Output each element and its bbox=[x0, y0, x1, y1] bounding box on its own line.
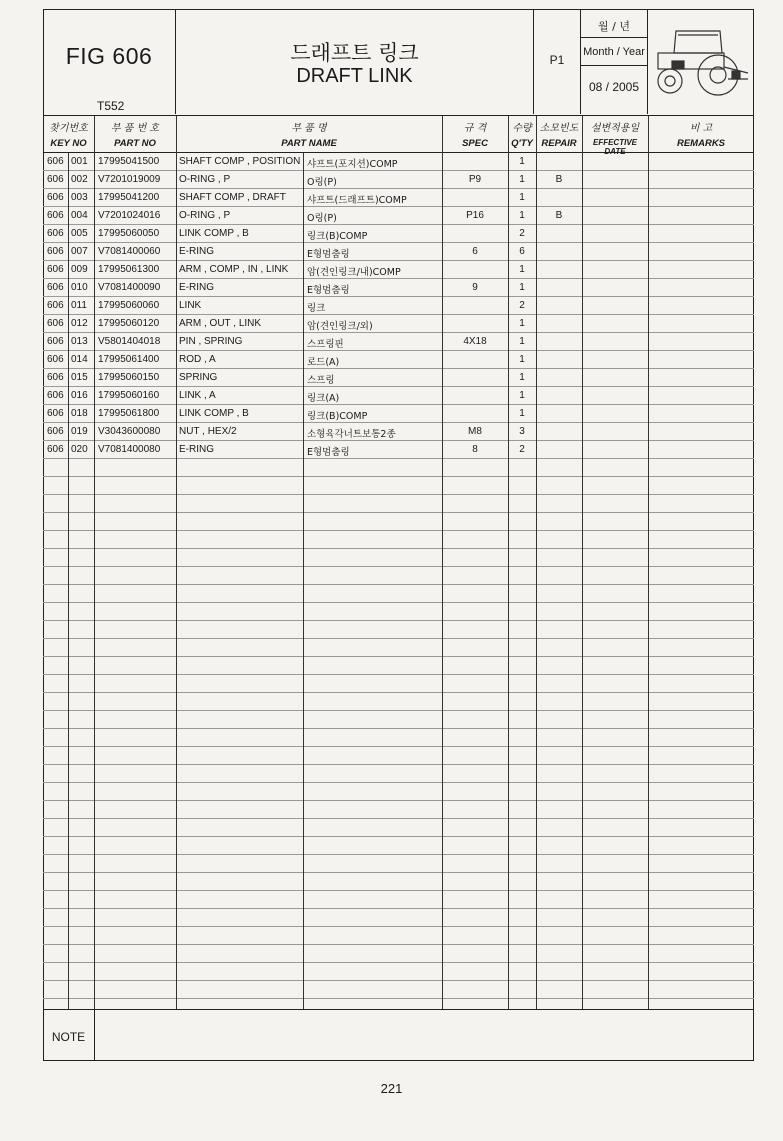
part-name-cell: ARM , OUT , LINK bbox=[179, 318, 262, 329]
part-name-cell: SHAFT COMP , DRAFT bbox=[179, 192, 286, 203]
key-number-cell: 001 bbox=[71, 156, 88, 167]
part-number-cell: V3043600080 bbox=[98, 426, 161, 437]
part-name-korean-cell: O링(P) bbox=[307, 213, 337, 224]
part-name-cell: LINK , A bbox=[179, 390, 216, 401]
key-number-cell: 009 bbox=[71, 264, 88, 275]
part-name-korean-cell: E형멈춤링 bbox=[307, 285, 350, 296]
part-name-cell: LINK bbox=[179, 300, 202, 311]
fig-number-cell: 606 bbox=[47, 210, 64, 221]
part-name-cell: E-RING bbox=[179, 246, 214, 257]
part-name-cell: E-RING bbox=[179, 282, 214, 293]
fig-number-cell: 606 bbox=[47, 336, 64, 347]
part-name-korean-cell: E형멈춤링 bbox=[307, 249, 350, 260]
quantity-cell: 1 bbox=[519, 282, 525, 293]
quantity-cell: 1 bbox=[519, 210, 525, 221]
key-number-cell: 014 bbox=[71, 354, 88, 365]
key-number-cell: 007 bbox=[71, 246, 88, 257]
fig-number-cell: 606 bbox=[47, 228, 64, 239]
key-number-cell: 016 bbox=[71, 390, 88, 401]
fig-number-cell: 606 bbox=[47, 426, 64, 437]
fig-number-cell: 606 bbox=[47, 246, 64, 257]
part-name-cell: SHAFT COMP , POSITION bbox=[179, 156, 301, 167]
col-spec-header: 규 격 SPEC bbox=[462, 123, 488, 149]
part-number-cell: V7081400080 bbox=[98, 444, 161, 455]
note-label: NOTE bbox=[51, 1030, 86, 1044]
tractor-icon bbox=[648, 9, 754, 114]
fig-number-cell: 606 bbox=[47, 372, 64, 383]
title-korean: 드래프트 링크 bbox=[290, 41, 419, 65]
column-divider bbox=[582, 116, 583, 1009]
part-number-cell: 17995061300 bbox=[98, 264, 160, 275]
page-number: 221 bbox=[380, 1081, 403, 1096]
part-number-cell: 17995041200 bbox=[98, 192, 160, 203]
spec-cell: 9 bbox=[472, 282, 478, 293]
fig-number-cell: 606 bbox=[47, 264, 64, 275]
part-name-cell: LINK COMP , B bbox=[179, 408, 249, 419]
key-number-cell: 010 bbox=[71, 282, 88, 293]
page-label: P1 bbox=[549, 53, 565, 67]
column-divider bbox=[442, 116, 443, 1009]
key-number-cell: 015 bbox=[71, 372, 88, 383]
part-name-korean-cell: 링크(B)COMP bbox=[307, 411, 368, 422]
part-number-cell: V7201024016 bbox=[98, 210, 161, 221]
part-name-cell: PIN , SPRING bbox=[179, 336, 243, 347]
part-name-korean-cell: 링크(A) bbox=[307, 393, 340, 404]
col-key-header: 찾기번호 KEY NO bbox=[49, 123, 88, 149]
key-number-cell: 019 bbox=[71, 426, 88, 437]
quantity-cell: 6 bbox=[519, 246, 525, 257]
date-value: 08 / 2005 bbox=[588, 80, 640, 94]
column-divider bbox=[68, 153, 69, 1009]
date-label-english: Month / Year bbox=[583, 46, 645, 58]
quantity-cell: 1 bbox=[519, 408, 525, 419]
part-name-korean-cell: 샤프트(포지션)COMP bbox=[307, 159, 398, 170]
part-number-cell: 17995061400 bbox=[98, 354, 160, 365]
repair-cell: B bbox=[555, 174, 563, 185]
quantity-cell: 1 bbox=[519, 372, 525, 383]
tractor-illustration bbox=[648, 9, 754, 114]
title-english: DRAFT LINK bbox=[296, 65, 413, 87]
part-name-korean-cell: 로드(A) bbox=[307, 357, 340, 368]
page-box bbox=[534, 9, 581, 114]
part-name-korean-cell: 스프링 bbox=[307, 375, 335, 386]
note-section bbox=[43, 1009, 754, 1061]
part-name-cell: O-RING , P bbox=[179, 174, 231, 185]
part-name-korean-cell: 샤프트(드래프트)COMP bbox=[307, 195, 407, 206]
title-box bbox=[176, 9, 534, 114]
part-name-cell: LINK COMP , B bbox=[179, 228, 249, 239]
key-number-cell: 018 bbox=[71, 408, 88, 419]
fig-number-cell: 606 bbox=[47, 444, 64, 455]
column-divider bbox=[303, 153, 304, 1009]
spec-cell: P16 bbox=[466, 210, 484, 221]
column-divider bbox=[508, 116, 509, 1009]
sheet-header bbox=[43, 9, 754, 116]
part-number-cell: 17995060150 bbox=[98, 372, 160, 383]
fig-number-cell: 606 bbox=[47, 192, 64, 203]
key-number-cell: 005 bbox=[71, 228, 88, 239]
part-name-cell: ROD , A bbox=[179, 354, 216, 365]
spec-cell: 8 bbox=[472, 444, 478, 455]
key-number-cell: 020 bbox=[71, 444, 88, 455]
part-name-korean-cell: 링크 bbox=[307, 303, 326, 314]
fig-number-cell: 606 bbox=[47, 282, 64, 293]
part-number-cell: V7081400060 bbox=[98, 246, 161, 257]
part-name-korean-cell: O링(P) bbox=[307, 177, 337, 188]
quantity-cell: 2 bbox=[519, 228, 525, 239]
column-divider bbox=[94, 116, 95, 1009]
part-name-korean-cell: 암(견인링크/내)COMP bbox=[307, 267, 401, 278]
quantity-cell: 1 bbox=[519, 174, 525, 185]
fig-number-cell: 606 bbox=[47, 318, 64, 329]
quantity-cell: 2 bbox=[519, 444, 525, 455]
part-number-cell: 17995060160 bbox=[98, 390, 160, 401]
quantity-cell: 1 bbox=[519, 318, 525, 329]
fig-number-cell: 606 bbox=[47, 390, 64, 401]
part-name-korean-cell: 소형육각너트보통2종 bbox=[307, 429, 396, 440]
col-remarks-header: 비 고 REMARKS bbox=[676, 123, 726, 149]
key-number-cell: 012 bbox=[71, 318, 88, 329]
key-number-cell: 004 bbox=[71, 210, 88, 221]
part-name-cell: O-RING , P bbox=[179, 210, 231, 221]
col-qty-header: 수량 Q'TY bbox=[511, 123, 533, 149]
quantity-cell: 1 bbox=[519, 264, 525, 275]
spec-cell: M8 bbox=[468, 426, 482, 437]
key-number-cell: 013 bbox=[71, 336, 88, 347]
part-name-cell: NUT , HEX/2 bbox=[179, 426, 237, 437]
quantity-cell: 3 bbox=[519, 426, 525, 437]
quantity-cell: 1 bbox=[519, 354, 525, 365]
part-number-cell: 17995061800 bbox=[98, 408, 160, 419]
col-name-header: 부 품 명 PART NAME bbox=[281, 123, 337, 149]
column-divider bbox=[536, 116, 537, 1009]
part-name-korean-cell: E형멈춤링 bbox=[307, 447, 350, 458]
parts-sheet bbox=[43, 9, 756, 1063]
fig-number-cell: 606 bbox=[47, 156, 64, 167]
fig-number-cell: 606 bbox=[47, 174, 64, 185]
part-name-korean-cell: 암(견인링크/외) bbox=[307, 321, 373, 332]
part-name-korean-cell: 링크(B)COMP bbox=[307, 231, 368, 242]
repair-cell: B bbox=[555, 210, 563, 221]
key-number-cell: 003 bbox=[71, 192, 88, 203]
date-box bbox=[581, 9, 648, 114]
column-divider bbox=[176, 116, 177, 1009]
col-repair-header: 소모빈도 REPAIR bbox=[539, 123, 579, 149]
quantity-cell: 2 bbox=[519, 300, 525, 311]
model-code: T552 bbox=[97, 99, 125, 113]
part-number-cell: V5801404018 bbox=[98, 336, 161, 347]
part-number-cell: 17995060060 bbox=[98, 300, 160, 311]
fig-number-cell: 606 bbox=[47, 408, 64, 419]
col-effective-date-header: 설변적용일 EFFECTIVE DATE bbox=[590, 123, 640, 156]
quantity-cell: 1 bbox=[519, 156, 525, 167]
col-part-header: 부 품 번 호 PART NO bbox=[110, 123, 160, 149]
spec-cell: P9 bbox=[468, 174, 482, 185]
column-divider bbox=[648, 116, 649, 1009]
part-number-cell: 17995041500 bbox=[98, 156, 160, 167]
part-name-cell: SPRING bbox=[179, 372, 218, 383]
date-label-korean: 월 / 년 bbox=[598, 20, 630, 33]
key-number-cell: 002 bbox=[71, 174, 88, 185]
part-name-korean-cell: 스프링핀 bbox=[307, 339, 344, 350]
part-name-cell: E-RING bbox=[179, 444, 214, 455]
fig-number-cell: 606 bbox=[47, 354, 64, 365]
spec-cell: 6 bbox=[472, 246, 478, 257]
part-number-cell: 17995060120 bbox=[98, 318, 160, 329]
fig-box bbox=[43, 9, 176, 114]
part-number-cell: V7081400090 bbox=[98, 282, 161, 293]
spec-cell: 4X18 bbox=[463, 336, 487, 347]
quantity-cell: 1 bbox=[519, 192, 525, 203]
part-name-cell: ARM , COMP , IN , LINK bbox=[179, 264, 289, 275]
key-number-cell: 011 bbox=[71, 300, 87, 311]
fig-number-cell: 606 bbox=[47, 300, 64, 311]
quantity-cell: 1 bbox=[519, 336, 525, 347]
quantity-cell: 1 bbox=[519, 390, 525, 401]
part-number-cell: 17995060050 bbox=[98, 228, 160, 239]
part-number-cell: V7201019009 bbox=[98, 174, 161, 185]
fig-number: FIG 606 bbox=[65, 43, 153, 69]
